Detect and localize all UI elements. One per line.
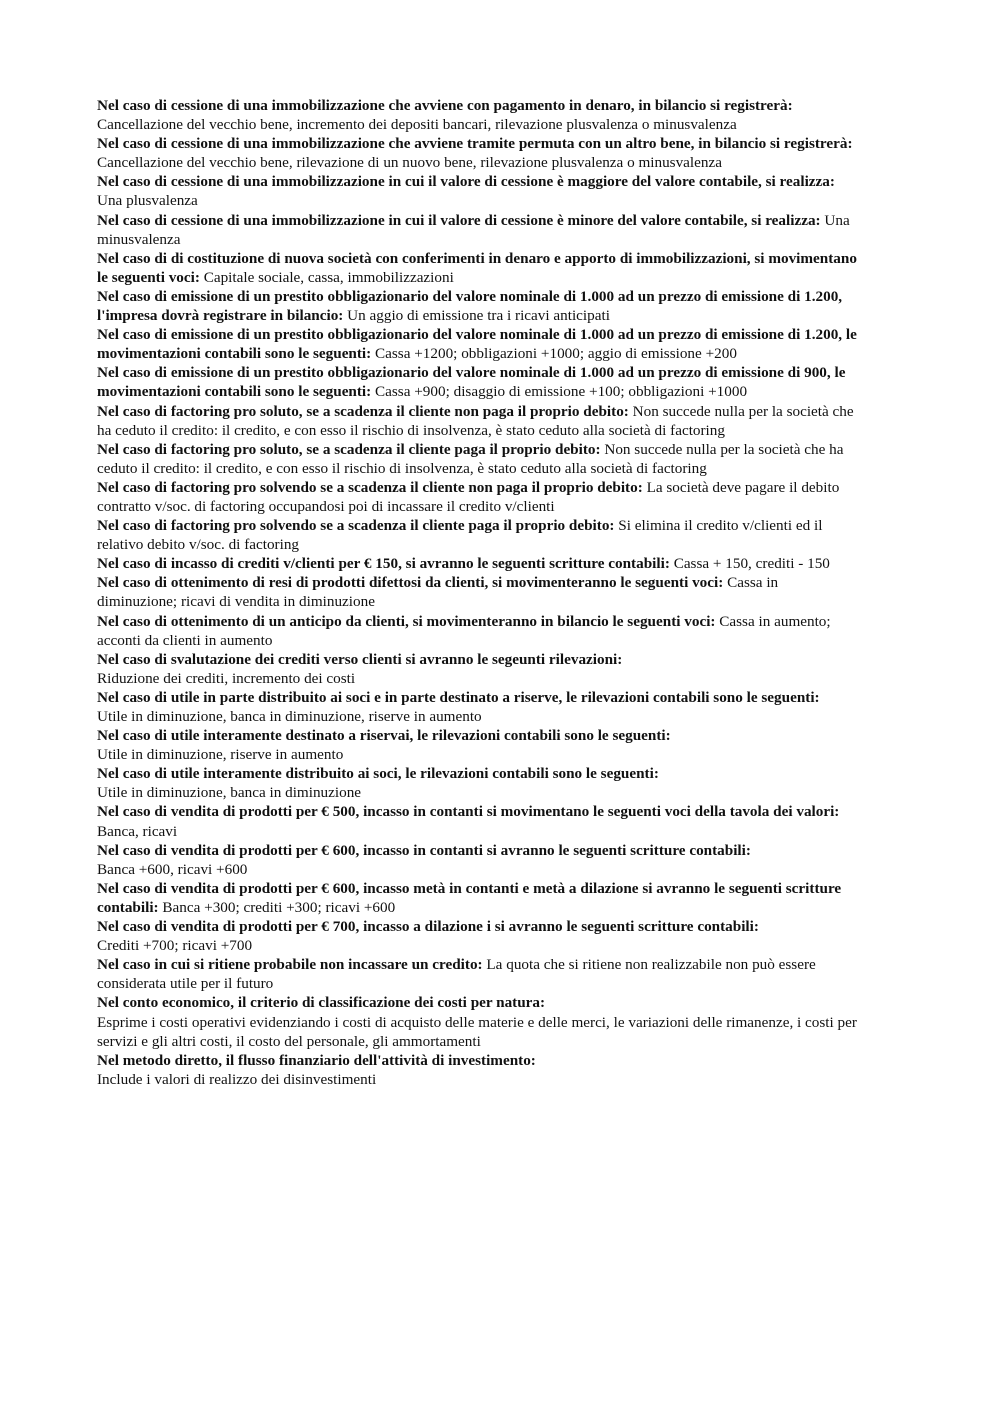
- question-text: Nel caso di cessione di una immobilizzazione che avviene con pagamento in denaro, in bilancio si registrerà:: [97, 97, 793, 114]
- question-text: Nel conto economico, il criterio di classificazione dei costi per natura:: [97, 994, 546, 1012]
- question-text: Nel caso di factoring pro solvendo se a scadenza il cliente paga il proprio debito:: [97, 517, 615, 535]
- question-text: Nel caso di emissione di un prestito obbligazionario del valore nominale di 1.000 ad un prezzo di emissione di 900, le movimentazioni contabili sono le seguenti:: [97, 364, 846, 401]
- question-text: Nel caso di ottenimento di un anticipo da clienti, si movimenteranno in bilancio le seguenti voci:: [97, 612, 716, 630]
- answer-text: Riduzione dei crediti, incremento dei costi: [97, 669, 356, 687]
- qa-entry: [97, 249, 857, 287]
- question-text: Nel caso di vendita di prodotti per € 500, incasso in contanti si movimentano le seguenti voci della tavola dei valori:: [97, 803, 840, 821]
- answer-text: Una plusvalenza: [97, 192, 198, 210]
- answer-text: Non succede nulla per la società che ha ceduto il credito: il credito, e con esso il rischio di insolvenza, è stato ceduto alla società di factoring: [97, 440, 844, 477]
- answer-text: Cassa +1200; obbligazioni +1000; aggio di emissione +200: [375, 345, 737, 363]
- qa-entry: [97, 802, 857, 840]
- qa-entry: [97, 879, 857, 917]
- qa-entry: [97, 955, 857, 993]
- qa-entry: [97, 650, 857, 688]
- qa-entry: [97, 363, 857, 401]
- answer-text: Un aggio di emissione tra i ricavi anticipati: [347, 307, 610, 325]
- answer-text: Si elimina il credito v/clienti ed il relativo debito v/soc. di factoring: [97, 517, 823, 554]
- answer-text: Cancellazione del vecchio bene, rilevazione di un nuovo bene, rilevazione plusvalenza o minusvalenza: [97, 154, 722, 172]
- qa-entry: [97, 917, 857, 955]
- answer-text: Cassa +900; disaggio di emissione +100; obbligazioni +1000: [375, 383, 748, 401]
- answer-text: Crediti +700; ricavi +700: [97, 937, 253, 955]
- qa-entry: [97, 134, 857, 172]
- qa-entry: [97, 993, 857, 1050]
- qa-entry: [97, 726, 857, 764]
- question-text: Nel caso di incasso di crediti v/clienti per € 150, si avranno le seguenti scritture contabili:: [97, 555, 670, 573]
- answer-text: Banca +600, ricavi +600: [97, 860, 248, 878]
- document-page: [97, 96, 857, 1089]
- answer-text: Banca, ricavi: [97, 822, 178, 840]
- answer-text: Include i valori di realizzo dei disinvestimenti: [97, 1070, 377, 1088]
- qa-entry: [97, 96, 857, 134]
- question-text: Nel caso di utile interamente destinato a riservai, le rilevazioni contabili sono le seguenti:: [97, 727, 671, 745]
- qa-entry: [97, 573, 857, 611]
- question-text: Nel metodo diretto, il flusso finanziario dell'attività di investimento:: [97, 1051, 536, 1069]
- answer-text: Cassa + 150, crediti - 150: [673, 555, 830, 573]
- question-text: Nel caso di ottenimento di resi di prodotti difettosi da clienti, si movimenteranno le seguenti voci:: [97, 574, 724, 592]
- question-text: Nel caso di di costituzione di nuova società con conferimenti in denaro e apporto di immobilizzazioni, si movimentano le seguenti voci:: [97, 249, 857, 286]
- answer-text: Cassa in diminuzione; ricavi di vendita in diminuzione: [97, 574, 779, 611]
- qa-entry: [97, 287, 857, 325]
- qa-list: [97, 96, 857, 1089]
- question-text: Nel caso di factoring pro soluto, se a scadenza il cliente paga il proprio debito:: [97, 440, 601, 458]
- question-text: Nel caso di cessione di una immobilizzazione in cui il valore di cessione è maggiore del valore contabile, si realizza:: [97, 173, 835, 191]
- qa-entry: [97, 516, 857, 554]
- qa-entry: [97, 211, 857, 249]
- question-text: Nel caso di vendita di prodotti per € 600, incasso in contanti si avranno le seguenti scritture contabili:: [97, 841, 751, 859]
- qa-entry: [97, 172, 857, 210]
- question-text: Nel caso di cessione di una immobilizzazione in cui il valore di cessione è minore del valore contabile, si realizza:: [97, 211, 821, 229]
- qa-entry: [97, 478, 857, 516]
- answer-text: Cassa in aumento; acconti da clienti in aumento: [97, 612, 831, 649]
- answer-text: Non succede nulla per la società che ha ceduto il credito: il credito, e con esso il rischio di insolvenza, è stato ceduto alla società di factoring: [97, 402, 854, 439]
- answer-text: Una minusvalenza: [97, 211, 850, 248]
- question-text: Nel caso di svalutazione dei crediti verso clienti si avranno le segeunti rilevazioni:: [97, 650, 623, 668]
- answer-text: La quota che si ritiene non realizzabile non può essere considerata utile per il futuro: [97, 956, 816, 993]
- question-text: Nel caso di factoring pro solvendo se a scadenza il cliente non paga il proprio debito:: [97, 478, 643, 496]
- qa-entry: [97, 402, 857, 440]
- qa-entry: [97, 688, 857, 726]
- answer-text: La società deve pagare il debito contratto v/soc. di factoring occupandosi poi di incassare il credito v/clienti: [97, 478, 840, 515]
- answer-text: Banca +300; crediti +300; ricavi +600: [162, 898, 396, 916]
- qa-entry: [97, 612, 857, 650]
- qa-entry: [97, 554, 857, 573]
- answer-text: Utile in diminuzione, banca in diminuzione, riserve in aumento: [97, 708, 482, 725]
- answer-text: Utile in diminuzione, riserve in aumento: [97, 746, 344, 764]
- question-text: Nel caso di utile in parte distribuito ai soci e in parte destinato a riserve, le rilevazioni contabili sono le seguenti:: [97, 688, 820, 706]
- question-text: Nel caso di vendita di prodotti per € 600, incasso metà in contanti e metà a dilazione si avranno le seguenti scritture contabili:: [97, 879, 842, 916]
- qa-entry: [97, 440, 857, 478]
- question-text: Nel caso di emissione di un prestito obbligazionario del valore nominale di 1.000 ad un prezzo di emissione di 1.200, l'impresa dovrà registrare in bilancio:: [97, 287, 843, 325]
- question-text: Nel caso di emissione di un prestito obbligazionario del valore nominale di 1.000 ad un prezzo di emissione di 1.200, le movimentazioni contabili sono le seguenti:: [97, 326, 857, 363]
- answer-text: Cancellazione del vecchio bene, incremento dei depositi bancari, rilevazione plusvalenza o minusvalenza: [97, 116, 737, 134]
- question-text: Nel caso di vendita di prodotti per € 700, incasso a dilazione i si avranno le seguenti scritture contabili:: [97, 918, 759, 936]
- qa-entry: [97, 1051, 857, 1089]
- answer-text: Utile in diminuzione, banca in diminuzione: [97, 784, 362, 802]
- answer-text: Capitale sociale, cassa, immobilizzazioni: [203, 268, 454, 286]
- question-text: Nel caso di cessione di una immobilizzazione che avviene tramite permuta con un altro bene, in bilancio si registrerà:: [97, 135, 853, 153]
- qa-entry: [97, 841, 857, 879]
- question-text: Nel caso di factoring pro soluto, se a scadenza il cliente non paga il proprio debito:: [97, 402, 629, 420]
- answer-text: Esprime i costi operativi evidenziando i costi di acquisto delle materie e delle merci, le variazioni delle rimanenze, i costi per servizi e gli altri costi, il costo del personale, gli ammortamenti: [97, 1013, 857, 1050]
- question-text: Nel caso di utile interamente distribuito ai soci, le rilevazioni contabili sono le seguenti:: [97, 765, 659, 783]
- qa-entry: [97, 325, 857, 363]
- qa-entry: [97, 764, 857, 802]
- question-text: Nel caso in cui si ritiene probabile non incassare un credito:: [97, 956, 483, 974]
